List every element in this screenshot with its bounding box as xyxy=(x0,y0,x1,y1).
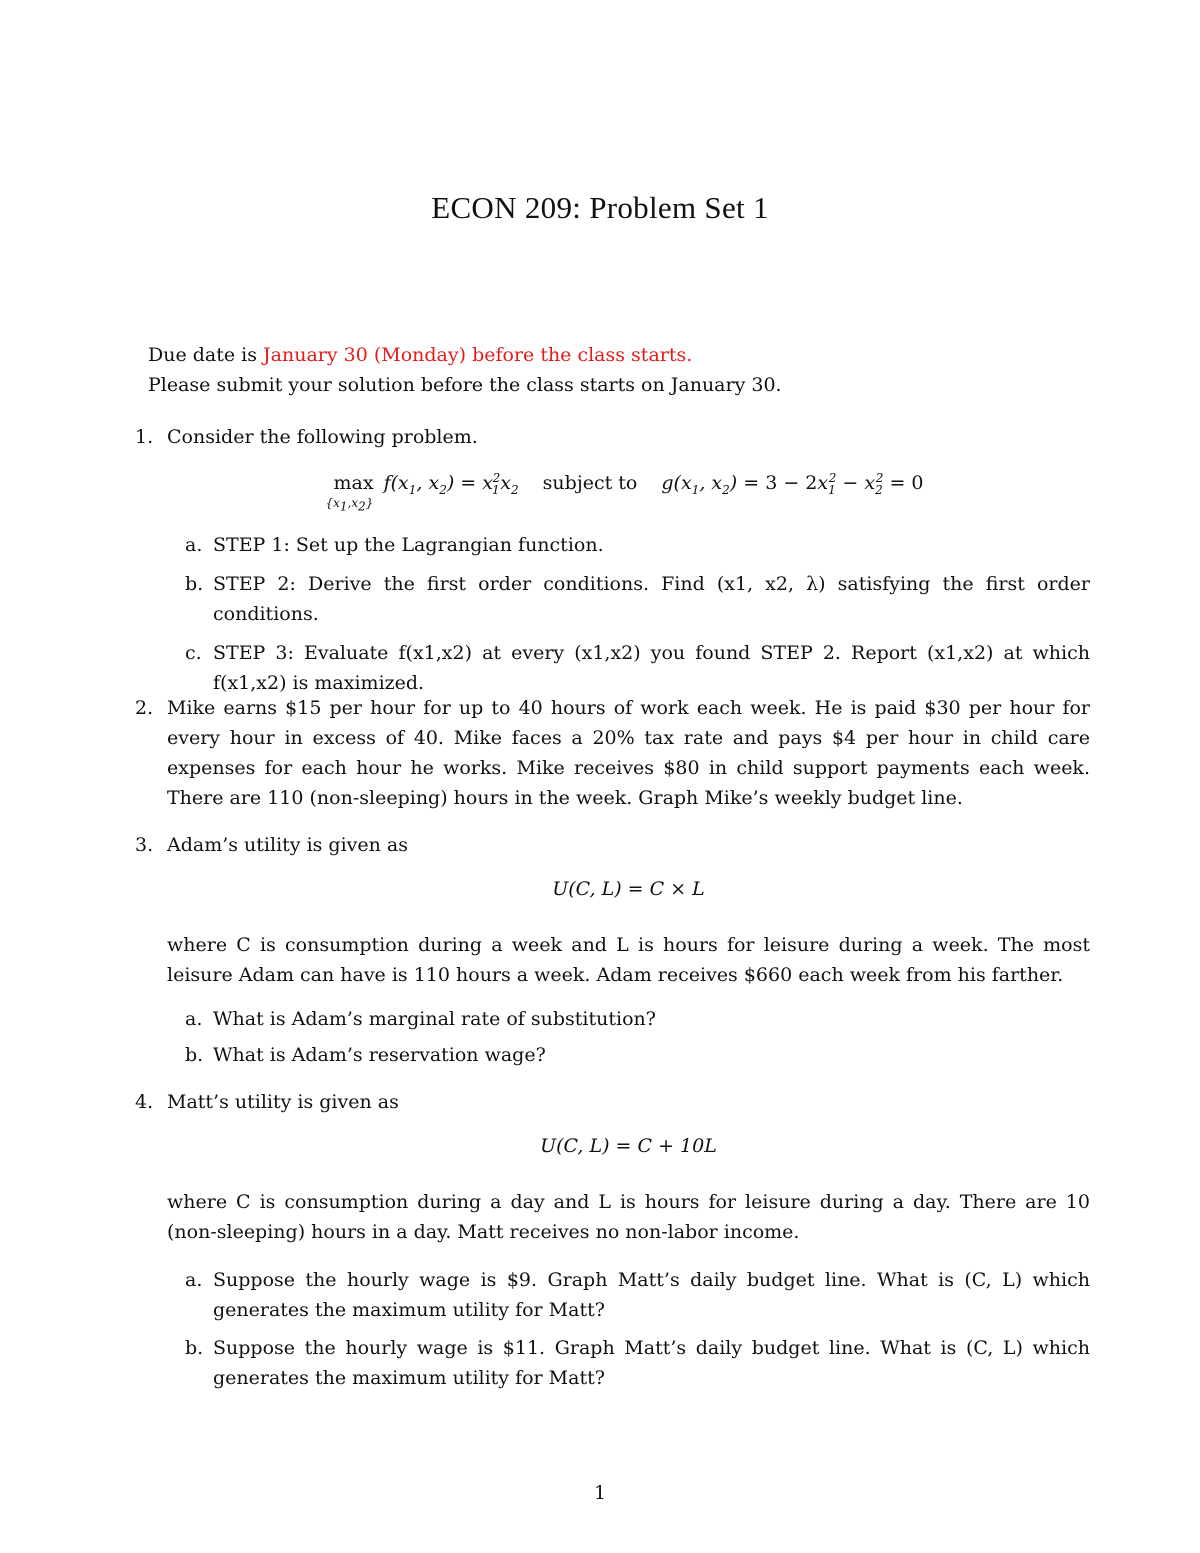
problem-number: 3. xyxy=(135,834,154,856)
subquestion-text: Suppose the hourly wage is $11. Graph Matt’s daily budget line. What is (C, L) which generates the maximum utility for Matt? xyxy=(213,1337,1090,1389)
subquestion-text: STEP 3: Evaluate f(x1,x2) at every (x1,x2) you found STEP 2. Report (x1,x2) at which f(x1,x2) is maximized. xyxy=(213,642,1090,694)
subquestion-text: What is Adam’s reservation wage? xyxy=(213,1044,546,1066)
due-date-value: January 30 (Monday) before the class starts. xyxy=(263,344,693,366)
problem-text: Mike earns $15 per hour for up to 40 hours of work each week. He is paid $30 per hour for every hour in excess of 40. Mike faces a 20% tax rate and pays $4 per hour in child care expenses for each hour he works. Mike receives $80 in child support payments each week. There are 110 (non-sleeping) hours in the week. Graph Mike’s weekly budget line. xyxy=(167,697,1090,809)
subquestion-text: STEP 2: Derive the first order conditions. Find (x1, x2, λ) satisfying the first order conditions. xyxy=(213,573,1090,625)
subquestion xyxy=(185,1265,1090,1325)
subquestion xyxy=(185,1004,1090,1034)
problem-3 xyxy=(135,830,1090,1070)
problem-text: Matt’s utility is given as xyxy=(167,1091,399,1113)
subquestion-label: a. xyxy=(185,534,203,556)
subquestion-text: STEP 1: Set up the Lagrangian function. xyxy=(213,534,604,556)
document-title: ECON 209: Problem Set 1 xyxy=(431,190,769,225)
subquestion xyxy=(185,569,1090,629)
problem-number: 1. xyxy=(135,426,154,448)
problem-text: Consider the following problem. xyxy=(167,426,478,448)
due-date-prefix: Due date is xyxy=(148,344,264,366)
problem-1 xyxy=(135,422,1090,698)
problem-2 xyxy=(135,693,1090,813)
page-number: 1 xyxy=(593,1482,607,1504)
subquestion xyxy=(185,638,1090,698)
problem-number: 4. xyxy=(135,1091,154,1113)
subquestion xyxy=(185,530,1090,560)
subquestion-text: What is Adam’s marginal rate of substitution? xyxy=(213,1008,656,1030)
problem-text: Adam’s utility is given as xyxy=(167,834,409,856)
submission-note: Please submit your solution before the class starts on January 30. xyxy=(148,374,782,396)
subquestion-label: b. xyxy=(185,573,204,595)
problem-number: 2. xyxy=(135,697,154,719)
subquestion-label: b. xyxy=(185,1337,204,1359)
subquestion-text: Suppose the hourly wage is $9. Graph Matt’s daily budget line. What is (C, L) which generates the maximum utility for Matt? xyxy=(213,1269,1090,1321)
problem-equation: U(C, L) = C + 10L xyxy=(540,1135,717,1157)
problem-equation: max $\{x_1,x_2\}$ $f(x_1$, $x_2) = x_1^2x_2$ subject to $g(x_1$, $x_2) = 3 - 2x_1^2 - x_2^2 = 0$ xyxy=(325,470,924,514)
subquestion xyxy=(185,1333,1090,1393)
due-date-line xyxy=(148,340,1108,370)
subquestion-label: b. xyxy=(185,1044,204,1066)
problem-equation: U(C, L) = C × L xyxy=(552,878,705,900)
problem-followup-text: where C is consumption during a week and L is hours for leisure during a week. The most leisure Adam can have is 110 hours a week. Adam receives $660 each week from his farther. xyxy=(167,934,1090,986)
subquestion-label: a. xyxy=(185,1269,203,1291)
subquestion-label: c. xyxy=(185,642,202,664)
problem-followup-text: where C is consumption during a day and L is hours for leisure during a day. There are 10 (non-sleeping) hours in a day. Matt receives no non-labor income. xyxy=(167,1191,1090,1243)
subquestion xyxy=(185,1040,1090,1070)
problem-4 xyxy=(135,1087,1090,1393)
subquestion-label: a. xyxy=(185,1008,203,1030)
